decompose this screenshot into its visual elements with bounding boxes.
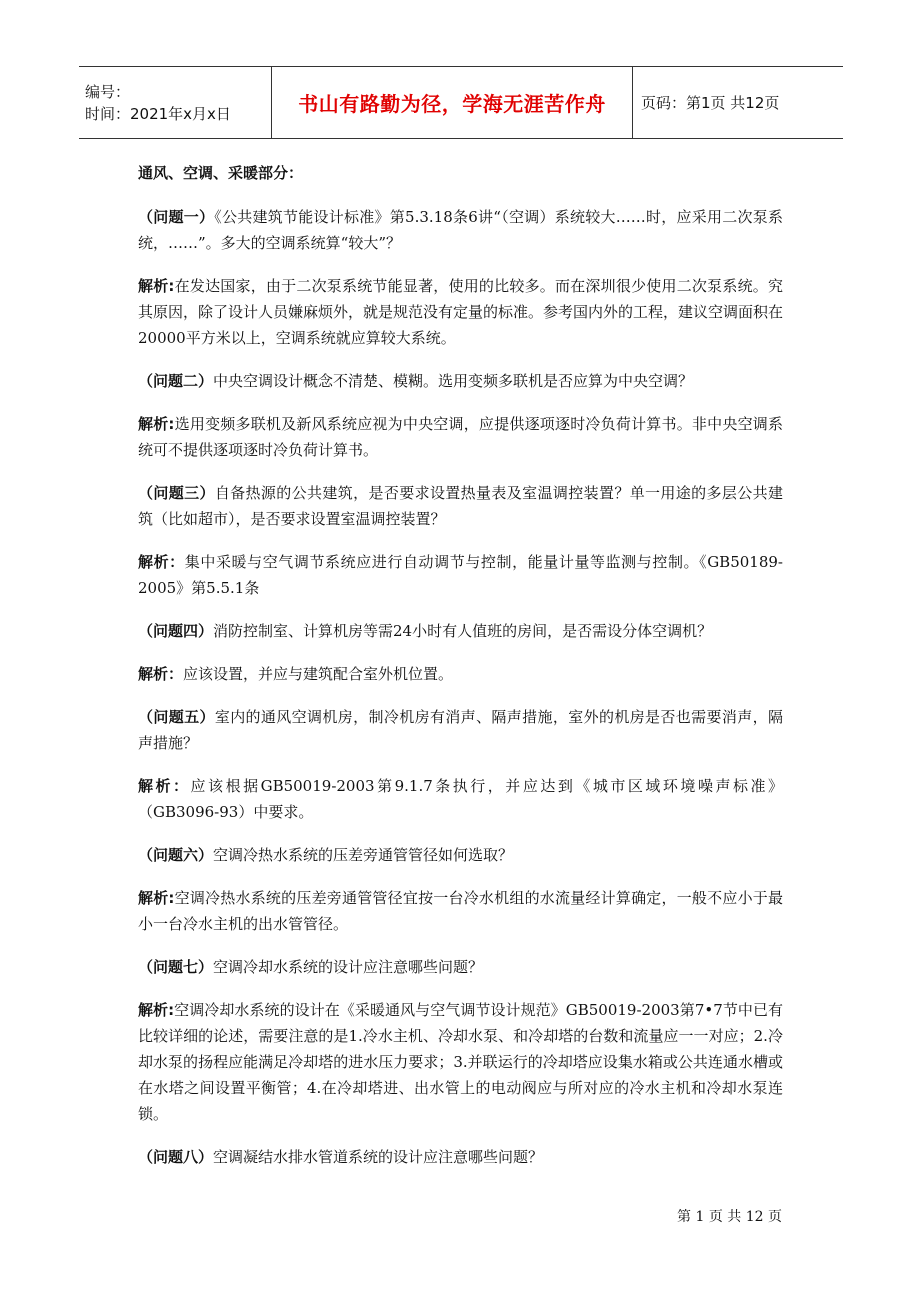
item-label: 解析： <box>138 553 185 571</box>
question-1 <box>138 204 783 256</box>
question-2 <box>138 368 783 394</box>
item-label: （问题二） <box>138 372 214 390</box>
item-label: （问题一） <box>138 208 215 226</box>
page-footer: 第 1 页 共 12 页 <box>677 1209 782 1225</box>
item-label: （问题四） <box>138 622 214 640</box>
answer-6 <box>138 885 783 937</box>
item-text: 空调冷热水系统的压差旁通管管径宜按一台冷水机组的水流量经计算确定，一般不应小于最小一台冷水主机的出水管管径。 <box>138 889 783 933</box>
answer-3 <box>138 549 783 601</box>
item-text: 空调冷却水系统的设计应注意哪些问题？ <box>213 958 484 976</box>
question-8 <box>138 1144 783 1170</box>
item-text: 应该设置，并应与建筑配合室外机位置。 <box>183 665 454 683</box>
item-label: （问题六） <box>138 846 214 864</box>
page-header <box>79 66 843 139</box>
answer-2 <box>138 411 783 463</box>
item-label: 解析: <box>138 415 175 433</box>
answer-5 <box>138 773 783 825</box>
doc-number-label: 编号： <box>85 82 131 101</box>
item-text: 集中采暖与空气调节系统应进行自动调节与控制，能量计量等监测与控制。《GB50189-2005》第5.5.1条 <box>138 553 783 597</box>
item-text: 空调冷却水系统的设计在《采暖通风与空气调节设计规范》GB50019-2003第7•7节中已有比较详细的论述，需要注意的是1.冷水主机、冷却水泵、和冷却塔的台数和流量应一一对应；2.冷却水泵的扬程应能满足冷却塔的进水压力要求；3.并联运行的冷却塔应设集水箱或公共连通水槽或在水塔之间设置平衡管；4.在冷却塔进、出水管上的电动阀应与所对应的冷水主机和冷却水泵连锁。 <box>138 1001 784 1123</box>
header-motto <box>271 67 633 138</box>
item-text: 在发达国家，由于二次泵系统节能显著，使用的比较多。而在深圳很少使用二次泵系统。究其原因，除了设计人员嫌麻烦外，就是规范没有定量的标准。参考国内外的工程，建议空调面积在20000平方米以上，空调系统就应算较大系统。 <box>138 277 784 347</box>
question-7 <box>138 954 783 980</box>
item-label: 解析: <box>138 889 175 907</box>
header-page-info <box>633 67 843 138</box>
item-text: 应该根据GB50019-2003第9.1.7条执行，并应达到《城市区域环境噪声标准》（GB3096-93）中要求。 <box>138 777 783 821</box>
question-5 <box>138 704 783 756</box>
item-label: 解析： <box>138 777 191 795</box>
item-label: （问题五） <box>138 708 215 726</box>
item-text: 《公共建筑节能设计标准》第5.3.18条6讲“（空调）系统较大……时，应采用二次泵系统，……”。多大的空调系统算“较大”？ <box>138 208 783 252</box>
header-meta <box>79 67 271 138</box>
answer-4 <box>138 661 783 687</box>
item-label: （问题三） <box>138 484 215 502</box>
item-label: 解析： <box>138 665 184 683</box>
document-body <box>138 150 783 1187</box>
item-text: 自备热源的公共建筑，是否要求设置热量表及室温调控装置？单一用途的多层公共建筑（比如超市），是否要求设置室温调控装置？ <box>138 484 783 528</box>
item-label: 解析: <box>138 1001 175 1019</box>
item-text: 空调冷热水系统的压差旁通管管径如何选取？ <box>213 846 514 864</box>
question-3 <box>138 480 783 532</box>
motto-text: 书山有路勤为径，学海无涯苦作舟 <box>298 92 606 116</box>
question-6 <box>138 842 783 868</box>
question-4 <box>138 618 783 644</box>
date-line: 时间：2021年x月x日 <box>85 104 231 123</box>
page-info-text: 页码：第1页 共12页 <box>641 94 780 112</box>
item-text: 空调凝结水排水管道系统的设计应注意哪些问题？ <box>213 1148 544 1166</box>
item-label: 解析: <box>138 277 175 295</box>
item-text: 选用变频多联机及新风系统应视为中央空调，应提供逐项逐时冷负荷计算书。非中央空调系统可不提供逐项逐时冷负荷计算书。 <box>138 415 783 459</box>
answer-1 <box>138 273 783 351</box>
item-text: 消防控制室、计算机房等需24小时有人值班的房间，是否需设分体空调机？ <box>213 622 713 640</box>
answer-7 <box>138 997 783 1127</box>
item-label: （问题八） <box>138 1148 214 1166</box>
item-text: 中央空调设计概念不清楚、模糊。选用变频多联机是否应算为中央空调？ <box>213 372 694 390</box>
item-label: （问题七） <box>138 958 214 976</box>
item-text: 室内的通风空调机房，制冷机房有消声、隔声措施，室外的机房是否也需要消声，隔声措施？ <box>138 708 783 752</box>
section-title: 通风、空调、采暖部分： <box>138 164 304 182</box>
